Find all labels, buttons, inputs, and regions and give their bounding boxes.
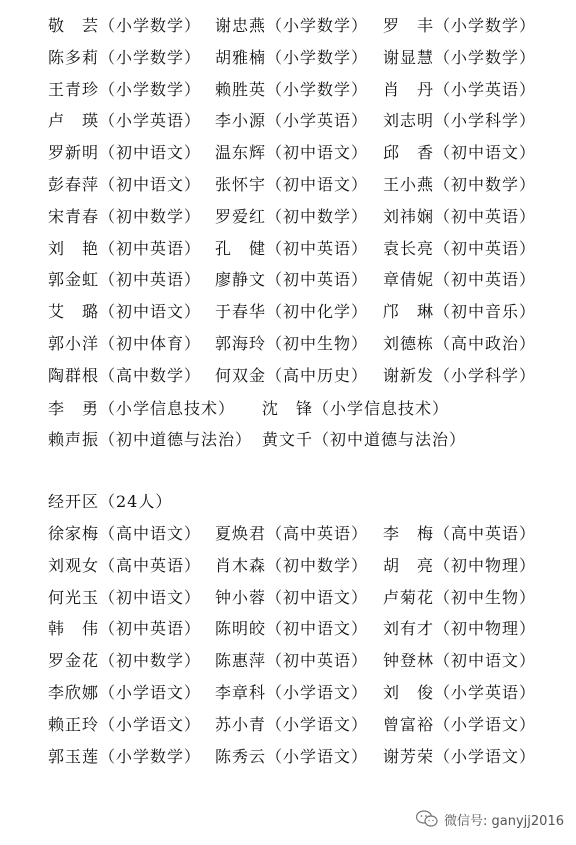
name-entry: 陈多莉（小学数学） [48, 47, 202, 67]
name-entry: 肖木森（初中数学） [215, 555, 369, 575]
name-entry: 郭小洋（初中体育） [48, 334, 202, 353]
list-row [0, 615, 576, 643]
name-entry: 李章科（小学语文） [215, 683, 369, 702]
name-entry: 孔 健（初中英语） [215, 238, 369, 258]
list-row [0, 203, 576, 231]
list-row [0, 584, 576, 612]
name-entry: 徐家梅（高中语文） [48, 524, 202, 543]
name-entry: 黄文千（初中道德与法治） [262, 430, 467, 449]
name-entry: 曾富裕（小学语文） [383, 714, 537, 734]
list-row [0, 647, 576, 675]
name-entry: 肖 丹（小学英语） [383, 79, 537, 99]
name-entry: 艾 璐（初中语文） [48, 302, 202, 322]
name-entry: 谢显慧（小学数学） [383, 47, 537, 67]
name-entry: 宋青春（初中数学） [48, 206, 202, 226]
name-entry: 李小源（小学英语） [215, 111, 369, 131]
name-entry: 罗新明（初中语文） [48, 143, 202, 163]
name-entry: 刘志明（小学科学） [383, 111, 537, 131]
name-entry: 胡雅楠（小学数学） [215, 47, 369, 67]
name-entry: 赖胜英（小学数学） [215, 79, 369, 99]
list-row [0, 139, 576, 167]
list-row [0, 12, 576, 40]
section-heading: 经开区（24人） [48, 492, 173, 511]
name-entry: 罗爱红（初中数学） [215, 206, 369, 226]
list-row [0, 44, 576, 72]
name-entry: 沈 锋（小学信息技术） [262, 399, 450, 418]
name-entry: 刘 艳（初中英语） [48, 238, 202, 258]
name-entry: 邱 香（初中语文） [383, 143, 537, 163]
name-entry: 廖静文（初中英语） [215, 270, 369, 290]
name-entry: 李 梅（高中英语） [383, 524, 537, 543]
name-entry: 夏焕君（高中英语） [215, 524, 369, 543]
name-entry: 何光玉（初中语文） [48, 587, 202, 607]
name-entry: 郭海玲（初中生物） [215, 334, 369, 353]
name-entry: 敬 芸（小学数学） [48, 16, 202, 35]
name-entry: 刘观女（高中英语） [48, 555, 202, 575]
name-entry: 韩 伟（初中英语） [48, 619, 202, 639]
name-entry: 王小燕（初中数学） [383, 175, 537, 194]
list-row [0, 679, 576, 707]
name-entry: 赖正玲（小学语文） [48, 714, 202, 734]
name-entry: 李 勇（小学信息技术） [48, 399, 236, 418]
wechat-icon [416, 810, 438, 828]
list-row [0, 298, 576, 326]
name-entry: 谢忠燕（小学数学） [215, 16, 369, 35]
name-entry: 袁长亮（初中英语） [383, 238, 537, 258]
name-entry: 钟小蓉（初中语文） [215, 587, 369, 607]
name-entry: 温东辉（初中语文） [215, 143, 369, 163]
list-row [0, 520, 576, 548]
name-entry: 谢新发（小学科学） [383, 365, 537, 385]
name-entry: 罗 丰（小学数学） [383, 16, 537, 35]
wechat-watermark [416, 807, 564, 831]
watermark-text: 微信号: ganyjj2016 [444, 813, 564, 829]
list-row [0, 552, 576, 580]
name-entry: 郭金虹（初中英语） [48, 270, 202, 290]
name-entry: 陈秀云（小学语文） [215, 746, 369, 766]
law-row [0, 426, 576, 454]
list-row [0, 266, 576, 294]
name-entry: 于春华（初中化学） [215, 302, 369, 322]
name-entry: 陈惠萍（初中英语） [215, 651, 369, 671]
name-entry: 苏小青（小学语文） [215, 714, 369, 734]
name-entry: 王青珍（小学数学） [48, 79, 202, 99]
name-entry: 李欣娜（小学语文） [48, 683, 202, 702]
name-entry: 陈明皎（初中语文） [215, 619, 369, 639]
name-entry: 刘有才（初中物理） [383, 619, 537, 639]
name-entry: 郭玉莲（小学数学） [48, 746, 202, 766]
list-row [0, 362, 576, 390]
name-entry: 刘德栋（高中政治） [383, 334, 537, 353]
list-row [0, 235, 576, 263]
name-entry: 罗金花（初中数学） [48, 651, 202, 671]
name-entry: 卢菊花（初中生物） [383, 587, 537, 607]
list-row [0, 76, 576, 104]
name-entry: 陶群根（高中数学） [48, 365, 202, 385]
name-entry: 彭春萍（初中语文） [48, 175, 202, 194]
list-row [0, 171, 576, 199]
list-row [0, 711, 576, 739]
name-entry: 卢 瑛（小学英语） [48, 111, 202, 131]
list-row [0, 743, 576, 771]
list-row [0, 330, 576, 358]
name-entry: 邝 琳（初中音乐） [383, 302, 537, 322]
name-entry: 章倩妮（初中英语） [383, 270, 537, 290]
info-tech-row [0, 395, 576, 423]
name-entry: 谢芳荣（小学语文） [383, 746, 537, 766]
name-entry: 何双金（高中历史） [215, 365, 369, 385]
name-entry: 胡 亮（初中物理） [383, 555, 537, 575]
name-entry: 钟登林（初中语文） [383, 651, 537, 671]
name-entry: 刘 俊（小学英语） [383, 683, 537, 702]
name-entry: 赖声振（初中道德与法治） [48, 430, 253, 449]
name-entry: 刘祎娴（初中英语） [383, 206, 537, 226]
list-row [0, 107, 576, 135]
name-entry: 张怀宇（初中语文） [215, 175, 369, 194]
